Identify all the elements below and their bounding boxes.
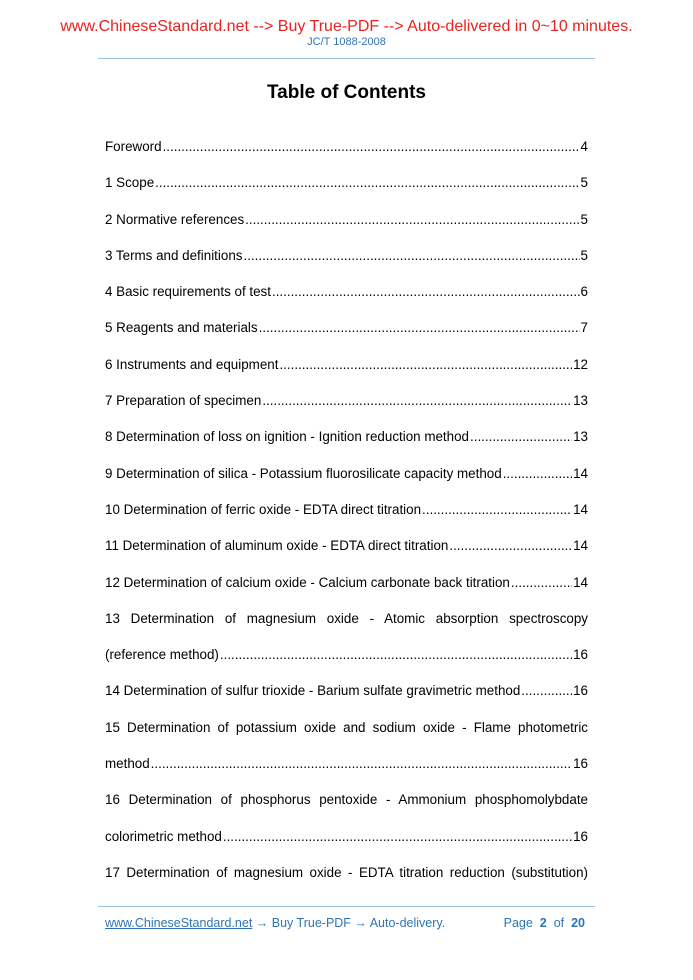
- toc-entry-reagents-materials[interactable]: 5 Reagents and materials ..... 7: [105, 318, 588, 354]
- toc-entry-preparation-specimen[interactable]: 7 Preparation of specimen ..... 13: [105, 391, 588, 427]
- toc-entry-loss-on-ignition[interactable]: 8 Determination of loss on ignition - Ignition reduction method ..... 13: [105, 427, 588, 463]
- toc-entry-magnesium-oxide-aas-cont[interactable]: (reference method) ..... 16: [105, 645, 588, 681]
- page-title: Table of Contents: [266, 82, 427, 103]
- table-of-contents: [105, 137, 588, 899]
- toc-entry-scope[interactable]: 1 Scope ..... 5: [105, 173, 588, 209]
- toc-entry-aluminum-oxide[interactable]: 11 Determination of aluminum oxide - EDTA direct titration ..... 14: [105, 536, 588, 572]
- toc-entry-potassium-sodium-oxide[interactable]: 15 Determination of potassium oxide and sodium oxide - Flame photometric: [105, 719, 588, 735]
- toc-entry-phosphorus-pentoxide-cont[interactable]: colorimetric method ..... 16: [105, 827, 588, 863]
- toc-entry-potassium-sodium-oxide-cont[interactable]: method ..... 16: [105, 754, 588, 790]
- toc-entry-calcium-oxide[interactable]: 12 Determination of calcium oxide - Calcium carbonate back titration ..... 14: [105, 573, 588, 609]
- standard-code: JC/T 1088-2008: [307, 36, 386, 48]
- toc-entry-magnesium-oxide-edta[interactable]: 17 Determination of magnesium oxide - EDTA titration reduction (substitution): [105, 864, 588, 880]
- current-page: 2: [539, 916, 547, 930]
- toc-entry-instruments-equipment[interactable]: 6 Instruments and equipment ..... 12: [105, 355, 588, 391]
- toc-entry-silica[interactable]: 9 Determination of silica - Potassium fluorosilicate capacity method ..... 14: [105, 464, 588, 500]
- toc-entry-basic-requirements[interactable]: 4 Basic requirements of test ..... 6: [105, 282, 588, 318]
- total-pages: 20: [571, 916, 585, 930]
- toc-entry-ferric-oxide[interactable]: 10 Determination of ferric oxide - EDTA direct titration ..... 14: [105, 500, 588, 536]
- toc-entry-magnesium-oxide-aas[interactable]: 13 Determination of magnesium oxide - Atomic absorption spectroscopy: [105, 610, 588, 626]
- toc-entry-foreword[interactable]: Foreword ..... 4: [105, 137, 588, 173]
- promo-banner: www.ChineseStandard.net --> Buy True-PDF --> Auto-delivered in 0~10 minutes.: [60, 18, 633, 35]
- page-indicator: Page 2 of 20: [503, 916, 585, 930]
- footer-site-link[interactable]: www.ChineseStandard.net: [105, 916, 253, 930]
- header-divider: [98, 58, 595, 59]
- footer-divider: [98, 906, 595, 907]
- toc-entry-normative-references[interactable]: 2 Normative references ..... 5: [105, 210, 588, 246]
- toc-entry-terms-definitions[interactable]: 3 Terms and definitions ..... 5: [105, 246, 588, 282]
- page-footer: [105, 916, 590, 930]
- toc-entry-sulfur-trioxide[interactable]: 14 Determination of sulfur trioxide - Barium sulfate gravimetric method ..... 16: [105, 681, 588, 717]
- toc-entry-phosphorus-pentoxide[interactable]: 16 Determination of phosphorus pentoxide - Ammonium phosphomolybdate: [105, 792, 588, 808]
- footer-tagline: → Buy True-PDF → Auto-delivery.: [252, 916, 446, 930]
